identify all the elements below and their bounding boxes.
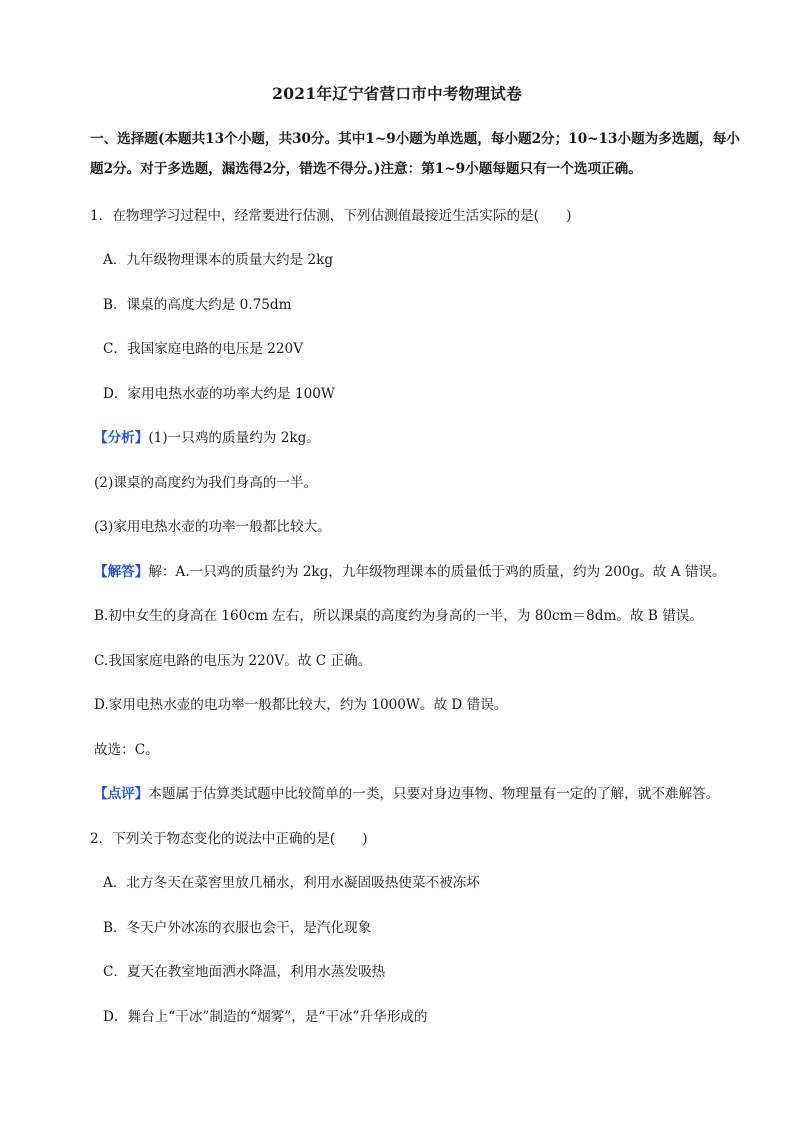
- section-heading: 一、选择题(本题共13个小题，共30分。其中1~9小题为单选题，每小题2分；10~13小题为多选题，每小题2分。对于多选题，漏选得2分，错选不得分。)注意：第1~9小题每题只有一个选项正确。: [90, 131, 740, 177]
- answer-line-5: 故选：C。: [94, 742, 159, 758]
- analysis-text-1: (1)一只鸡的质量约为 2kg。: [148, 430, 320, 446]
- answer-line-2: B.初中女生的身高在 160cm 左右，所以课桌的高度约为身高的一半，为 80cm＝8dm。故 B 错误。: [94, 608, 703, 624]
- question-2-option-c: C．夏天在教室地面洒水降温，利用水蒸发吸热: [103, 964, 386, 980]
- answer-line-4: D.家用电热水壶的电功率一般都比较大，约为 1000W。故 D 错误。: [94, 697, 508, 713]
- question-1-option-a: A．九年级物理课本的质量大约是 2kg: [103, 252, 334, 268]
- analysis-line-1: [94, 426, 320, 446]
- question-1-option-b: B．课桌的高度大约是 0.75dm: [103, 297, 292, 313]
- question-1-stem: 1．在物理学习过程中，经常要进行估测，下列估测值最接近生活实际的是( ): [90, 208, 572, 224]
- question-1-option-d: D．家用电热水壶的功率大约是 100W: [103, 386, 335, 402]
- comment-line: [94, 782, 719, 802]
- analysis-line-2: (2)课桌的高度约为我们身高的一半。: [94, 475, 318, 491]
- page-title: 2021年辽宁省营口市中考物理试卷: [272, 84, 522, 103]
- comment-tag: 【点评】: [94, 786, 149, 802]
- question-1-option-c: C．我国家庭电路的电压是 220V: [103, 341, 304, 357]
- answer-tag: 【解答】: [94, 564, 149, 580]
- answer-text-1: 解：A.一只鸡的质量约为 2kg，九年级物理课本的质量低于鸡的质量，约为 200g。故 A 错误。: [148, 564, 726, 580]
- answer-line-1: [94, 560, 726, 580]
- comment-text: 本题属于估算类试题中比较简单的一类，只要对身边事物、物理量有一定的了解，就不难解答。: [148, 786, 720, 802]
- question-2-option-a: A．北方冬天在菜窖里放几桶水，利用水凝固吸热使菜不被冻坏: [103, 875, 480, 891]
- question-2-option-b: B．冬天户外冰冻的衣服也会干，是汽化现象: [103, 920, 372, 936]
- question-2-option-d: D．舞台上“干冰”制造的“烟雾”，是“干冰”升华形成的: [103, 1009, 428, 1025]
- analysis-line-3: (3)家用电热水壶的功率一般都比较大。: [94, 519, 331, 535]
- question-2-stem: 2．下列关于物态变化的说法中正确的是( ): [90, 831, 368, 847]
- answer-line-3: C.我国家庭电路的电压为 220V。故 C 正确。: [94, 653, 372, 669]
- analysis-tag: 【分析】: [94, 430, 149, 446]
